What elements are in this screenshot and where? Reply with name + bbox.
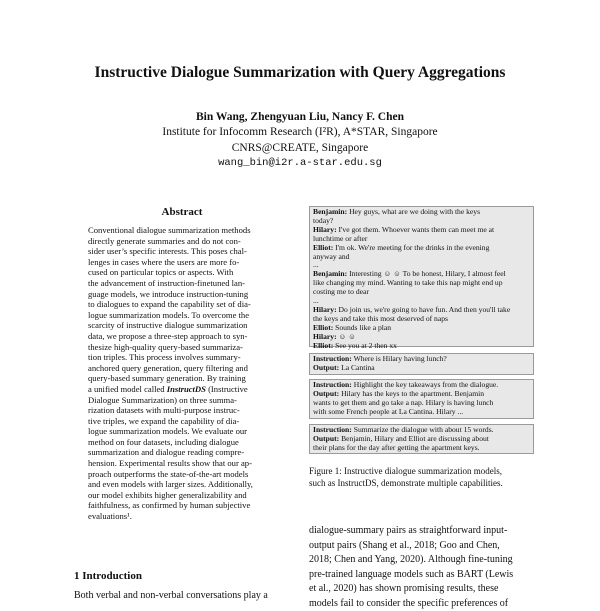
figure-caption — [309, 466, 534, 489]
abstract-heading: Abstract — [88, 206, 276, 218]
abstract-line: the advancement of instruction-finetuned lan- — [88, 278, 276, 289]
abstract-line: evaluations¹. — [88, 511, 276, 522]
dialogue-line: ... — [313, 261, 531, 270]
abstract-line: sider user’s specific interests. This poses chal- — [88, 246, 276, 257]
abstract-line: scarcity of instructive dialogue summarization — [88, 320, 276, 331]
author-email: wang_bin@i2r.a-star.edu.sg — [0, 157, 600, 169]
abstract-line: proach outperforms the state-of-the-art models — [88, 469, 276, 480]
abstract-line: logue summarization models. We evaluate our — [88, 426, 276, 437]
authors: Bin Wang, Zhengyuan Liu, Nancy F. Chen — [0, 111, 600, 123]
caption-line: such as InstructDS, demonstrate multiple capabilities. — [309, 478, 534, 490]
instruction-line: Instruction: Summarize the dialogue with about 15 words. — [313, 426, 531, 435]
abstract-line: directly generate summaries and do not con- — [88, 236, 276, 247]
dialogue-line: Elliot: Sounds like a plan — [313, 324, 531, 333]
abstract-line: logue summarization models. To overcome the — [88, 310, 276, 321]
dialogue-line: Hilary: I've got them. Whoever wants them can meet me at — [313, 226, 531, 235]
output-line: their plans for the day after getting the apartment keys. — [313, 444, 531, 453]
instruction-line: Instruction: Where is Hilary having lunch? — [313, 355, 531, 364]
abstract-line: Conventional dialogue summarization methods — [88, 225, 276, 236]
dialogue-line: Benjamin: Hey guys, what are we doing with the keys — [313, 208, 531, 217]
abstract-line: Dialogue Summarization) on three summa- — [88, 395, 276, 406]
abstract-line: lenges in cases where the users are more fo- — [88, 257, 276, 268]
output-line: wants to get them and go take a nap. Hilary is having lunch — [313, 399, 531, 408]
body-line: et al., 2020) has shown promising results, these — [309, 582, 534, 597]
instruction-line: Instruction: Highlight the key takeaways from the dialogue. — [313, 381, 531, 390]
dialogue-line: the keys and take this most deserved of naps — [313, 315, 531, 324]
caption-line: Figure 1: Instructive dialogue summarization models, — [309, 466, 534, 478]
paper-title: Instructive Dialogue Summarization with Query Aggregations — [0, 64, 600, 82]
dialogue-line: ... — [313, 297, 531, 306]
abstract-line: tive triples, we expand the capability of dia- — [88, 416, 276, 427]
dialogue-line: Elliot: See you at 2 then xx — [313, 342, 531, 351]
output-line: Output: Hilary has the keys to the apartment. Benjamin — [313, 390, 531, 399]
abstract-line: anchored query generation, query filtering and — [88, 363, 276, 374]
dialogue-line: Hilary: Do join us, we're going to have fun. And then you'll take — [313, 306, 531, 315]
instruction-box-summary — [309, 424, 534, 454]
dialogue-line: Benjamin: Interesting ☺ ☺ To be honest, Hilary, I almost feel — [313, 270, 531, 279]
dialogue-example-box — [309, 206, 534, 347]
dialogue-line: like changing my mind. Wanting to take this nap might end up — [313, 279, 531, 288]
right-column-body — [309, 524, 534, 611]
dialogue-line: Elliot: I'm ok. We're meeting for the drinks in the evening — [313, 244, 531, 253]
output-line: Output: Benjamin, Hilary and Elliot are discussing about — [313, 435, 531, 444]
abstract-line: and even models with larger sizes. Additionally, — [88, 479, 276, 490]
abstract-line: faithfulness, as confirmed by human subjective — [88, 500, 276, 511]
abstract-line: summarization and dialogue reading compre- — [88, 447, 276, 458]
section-heading-introduction: 1 Introduction — [74, 570, 142, 582]
abstract-line: to dialogues to expand the capability set of dia- — [88, 299, 276, 310]
affiliation: Institute for Infocomm Research (I²R), A*STAR, Singapore — [0, 126, 600, 138]
abstract-line: tion triples. This process involves summary- — [88, 352, 276, 363]
abstract-body — [88, 225, 276, 522]
abstract-line: thesize high-quality query-based summariza- — [88, 342, 276, 353]
body-line: dialogue-summary pairs as straightforward input- — [309, 524, 534, 539]
dialogue-line: costing me to dear — [313, 288, 531, 297]
abstract-line: rization datasets with multi-purpose instruc- — [88, 405, 276, 416]
dialogue-line: today? — [313, 217, 531, 226]
abstract-line: method on four datasets, including dialogue — [88, 437, 276, 448]
abstract-line: query-based summary generation. By training — [88, 373, 276, 384]
body-line: output pairs (Shang et al., 2018; Goo and Chen, — [309, 539, 534, 554]
abstract-line: data, we propose a three-step approach to syn- — [88, 331, 276, 342]
output-line: Output: La Cantina — [313, 364, 531, 373]
body-line: 2018; Chen and Yang, 2020). Although fine-tuning — [309, 553, 534, 568]
introduction-first-line: Both verbal and non-verbal conversations play a — [74, 590, 268, 601]
body-line: pre-trained language models such as BART (Lewis — [309, 568, 534, 583]
body-line: models fail to consider the specific preferences of — [309, 597, 534, 611]
dialogue-line: anyway and — [313, 253, 531, 262]
output-line: with some French people at La Cantina. Hilary ... — [313, 408, 531, 417]
abstract-line: guage models, we introduce instruction-tuning — [88, 289, 276, 300]
abstract-line: a unified model called InstructDS (Instructive — [88, 384, 276, 395]
abstract-line: our model exhibits higher generalizability and — [88, 490, 276, 501]
abstract-line: hension. Experimental results show that our ap- — [88, 458, 276, 469]
dialogue-line: Hilary: ☺ ☺ — [313, 333, 531, 342]
abstract-line: cused on particular topics or aspects. With — [88, 267, 276, 278]
dialogue-line: lunchtime or after — [313, 235, 531, 244]
instruction-box-qa — [309, 353, 534, 375]
affiliation-secondary: CNRS@CREATE, Singapore — [0, 142, 600, 154]
instruction-box-takeaways — [309, 379, 534, 419]
